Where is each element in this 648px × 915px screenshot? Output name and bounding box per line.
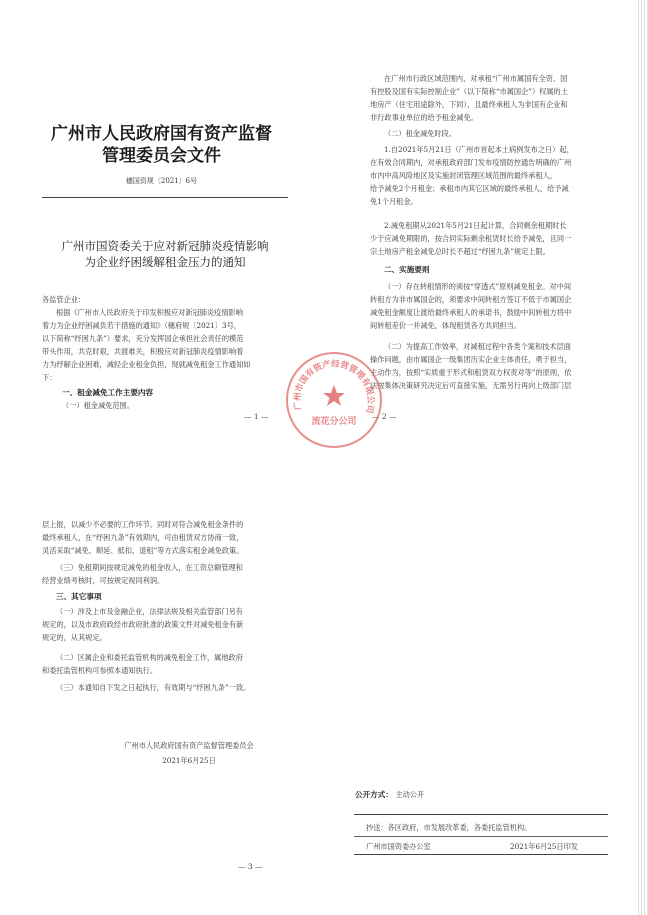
- rules-line: 转租方为非市属国企的，须要求中间转租方签订不低于市属国企: [370, 295, 572, 304]
- rules-line: 法按集体决策研究决定后可直接实施，无需另行再向上级部门层: [370, 381, 572, 390]
- period-line: 1.自2021年5月21日（广州市首起本土病例发布之日）起，: [384, 145, 574, 154]
- scope-paragraph: [370, 72, 606, 124]
- scope-line: 非行政事业单位的给予租金减免。: [370, 113, 478, 122]
- period-line: 给予减免2个月租金；承租市内其它区域的最终承租人，给予减: [370, 184, 569, 193]
- notice-title-line2: 为企业纾困缓解租金压力的通知: [84, 255, 246, 269]
- salutation: 各监管企业：: [42, 295, 86, 304]
- disclosure-label: 公开方式：: [355, 790, 393, 799]
- cc-line: [366, 821, 606, 834]
- section2-heading: 二、实施要则: [384, 265, 430, 274]
- intro-line: 以下简称“纾困九条”）要求，充分发挥国企承担社会责任的模范: [42, 334, 244, 343]
- scope-line: 地房产（住宅用途除外，下同），且最终承租人为非国有企业和: [370, 100, 568, 109]
- rules-paragraph-1: [370, 280, 606, 332]
- intro-line: 力为纾解企业困难，减轻企业租金负担，现就减免租金工作通知如: [42, 360, 251, 369]
- official-seal: [286, 352, 382, 448]
- intro-line: 着力为企业纾困减负若干措施的通知》（穗府规〔2021〕3号，: [42, 321, 241, 330]
- profit-line: 经营业绩考核时，可按规定视同利润。: [42, 576, 165, 585]
- header-divider: [42, 197, 288, 198]
- cc-bottom-rule: [354, 836, 608, 837]
- rules-line: （二）为提高工作效率，对减租过程中各类个案和技术层面: [384, 342, 571, 351]
- scope-line: 有控股及国有实际控制企业”（以下简称“市属国企”）权属的土: [370, 87, 568, 96]
- cc-top-rule: [354, 814, 608, 815]
- rules-paragraph-2: [370, 340, 606, 392]
- cont-line: 最终承租人，在“纾困九条”有效期内，可由租赁双方协商一致，: [42, 533, 244, 542]
- period-line: 在有效合同期内，对承租政府部门发布疫情防控通告明确的广州: [370, 158, 572, 167]
- other-line: （二）区属企业和委托监管机构的减免租金工作，属地政府: [56, 653, 243, 662]
- disclosure-value: 主动公开: [395, 790, 425, 799]
- signature-date: 2021年6月25日: [162, 756, 216, 765]
- org-title: 广州市人民政府国有资产监督管理委员会文件: [51, 124, 272, 166]
- notice-title-line1: 广州市国资委关于应对新冠肺炎疫情影响: [61, 239, 269, 253]
- cc-value: 各区政府，市发展改革委，各委托监管机构。: [387, 823, 532, 832]
- period-line: 市内中高风险地区及实施封闭管理区域范围的最终承租人，: [370, 171, 557, 180]
- seal-outer-text: 广州市国有资产经营管理有限公司: [292, 359, 376, 415]
- rules-line: 主动作为，按照“实质重于形式和租赁双方权责对等”的原则，依: [370, 368, 572, 377]
- page-number-3: — 3 —: [238, 862, 263, 871]
- period-line: 宗土地房产租金减免总时长不超过“纾困九条”规定上限。: [370, 247, 550, 256]
- scope-line: 在广州市行政区域范围内，对承租“广州市属国有全资、国: [384, 74, 568, 83]
- svg-text:广州市国有资产经营管理有限公司: [292, 358, 376, 414]
- intro-line: 下：: [42, 373, 57, 382]
- other-paragraph-3: [42, 681, 286, 694]
- continued-paragraph: [42, 518, 286, 557]
- rules-line: 减免租金额度让渡给最终承租人的承诺书，鼓励中间转租方将中: [370, 308, 572, 317]
- intro-line: 带头作用，共克时艰，共渡难关，积极应对新冠肺炎疫情影响着: [42, 347, 244, 356]
- other-line: 和委托监管机构可参照本通知执行。: [42, 666, 158, 675]
- rules-line: 操作问题，由市属国企一级集团历实企业主体责任，勇于担当，: [370, 355, 572, 364]
- cc-label: 抄送：: [366, 823, 388, 832]
- doc-number: 穗国资规〔2021〕6号: [125, 177, 198, 185]
- other-line: 规定的，从其规定。: [42, 633, 107, 642]
- signature-org: 广州市人民政府国有资产监督管理委员会: [124, 741, 254, 750]
- period-line: 少于应减免期限的，按合同实际剩余租赁时长给予减免，且同一: [370, 234, 572, 243]
- section1-sub2: （二）租金减免时段。: [384, 129, 456, 138]
- period-line: 免1个月租金。: [370, 197, 418, 206]
- period-paragraph-2: [370, 219, 606, 258]
- issue-bottom-rule: [354, 854, 608, 855]
- section1-sub1: （一）租金减免范围。: [62, 401, 134, 410]
- intro-line: 根据《广州市人民政府关于印发积极应对新冠肺炎疫情影响: [56, 308, 243, 317]
- section1-heading: 一、租金减免工作主要内容: [62, 388, 154, 397]
- seal-ring-text: [288, 354, 380, 446]
- seal-inner-text: 流花分公司: [311, 417, 357, 427]
- other-paragraph-2: [42, 651, 286, 677]
- issuer: 广州市国资委办公室: [366, 842, 431, 851]
- other-paragraph-1: [42, 605, 286, 644]
- rules-line: （一）存在转租情形的须按“穿透式”原则减免租金。对中间: [384, 282, 572, 291]
- disclosure-line: [355, 789, 424, 800]
- page-number-2: — 2 —: [372, 412, 397, 421]
- cont-line: 层上报，以减少不必要的工作环节。同时对符合减免租金条件的: [42, 520, 244, 529]
- profit-line: （三）免租期间按规定减免的租金收入，在工资总额管理和: [56, 563, 243, 572]
- period-line: 2.减免租期从2021年5月21日起计算，合同剩余租期时长: [384, 221, 567, 230]
- page-number-1: — 1 —: [244, 412, 269, 421]
- profit-paragraph: [42, 561, 286, 587]
- cont-line: 灵活采取“减免、顺延、抵扣、退租”等方式落实租金减免政策。: [42, 546, 244, 555]
- rules-line: 间转租差价一并减免，体现租赁各方共同担当。: [370, 321, 521, 330]
- other-line: 规定的，以及市政府政经市政府批准的政策文件对减免租金有新: [42, 620, 244, 629]
- section3-heading: 三、其它事项: [56, 592, 102, 601]
- period-paragraph-1: [370, 143, 606, 208]
- other-line: （一）涉及上市及金融企业，法律法规及相关监管部门另有: [56, 607, 243, 616]
- other-line: （三）本通知自下发之日起执行，有效期与“纾困九条”一致。: [56, 683, 251, 692]
- scan-edge: [638, 0, 648, 915]
- issue-date: 2021年6月25日印发: [510, 842, 578, 851]
- intro-paragraph: [42, 306, 286, 384]
